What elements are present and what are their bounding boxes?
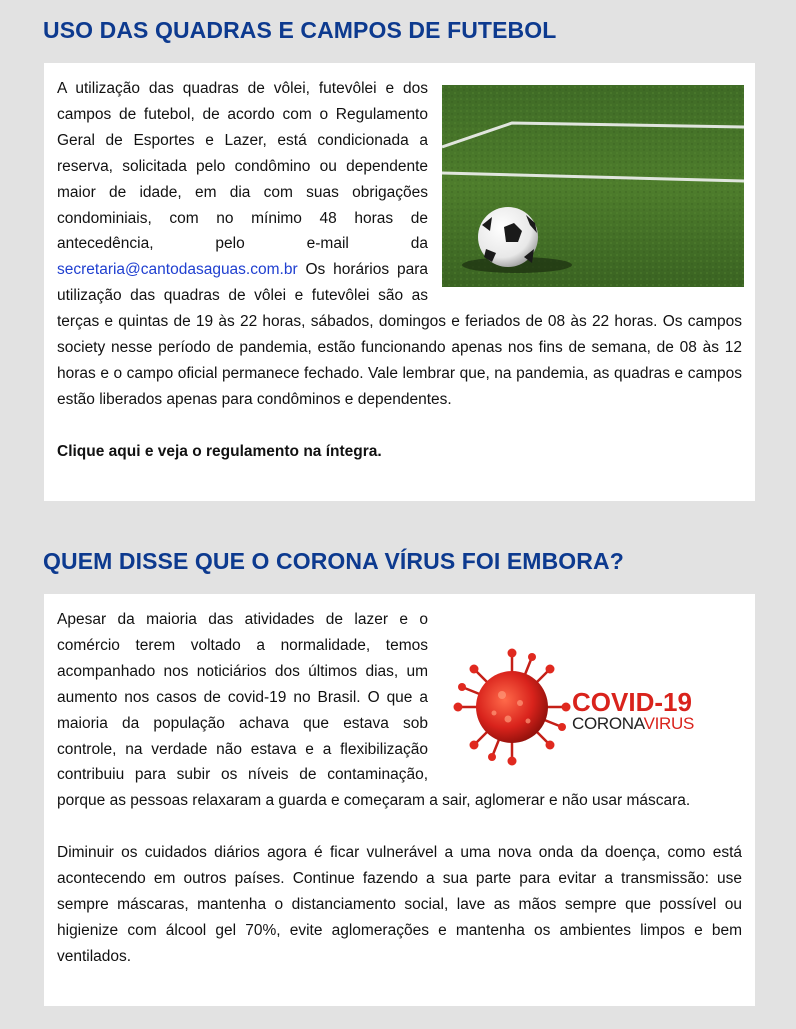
section-title-corona: QUEM DISSE QUE O CORONA VÍRUS FOI EMBORA? [43,548,624,574]
covid-banner-image [442,627,742,777]
section-title-quadras: USO DAS QUADRAS E CAMPOS DE FUTEBOL [43,17,557,43]
paragraph-corona-1: Apesar da maioria das atividades de lazer e o comércio terem voltado a normalidade, temos acompanhado nos noticiários dos últimos dias, um aumento nos casos de covid-19 no Brasil. O que a maioria da população achava que estava sob controle, na verdade não estava e a flexibilização contribuiu para subir os níveis de contaminação, porque as pessoas relaxaram a guarda e começaram a sair, aglomerar e não usar máscara. [57,611,691,810]
soccer-ball-icon [478,207,538,267]
content-card-corona [44,594,755,1006]
covid-label [572,689,694,733]
virus-icon [454,649,571,766]
paragraph-corona-2: Diminuir os cuidados diários agora é ficar vulnerável a uma nova onda da doença, como está acontecendo em outros países. Continue fazendo a sua parte para evitar a transmissão: use sempre máscaras, mantenha o distanciamento social, lave as mãos sempre que possível ou higienize com álcool gel 70%, evite aglomerações e mantenha os ambientes limpos e bem ventilados. [57,844,742,965]
covid-title-text: COVID-19 [572,687,692,717]
content-card-quadras [44,63,755,501]
corona-virus-text: CORONAVIRUS [572,714,695,733]
paragraph-quadras: A utilização das quadras de vôlei, futevôlei e dos campos de futebol, de acordo com o Regulamento Geral de Esportes e Lazer, está condicionada a reserva, solicitada pelo condômino ou dependente maior de idade, em dia com suas obrigações condominiais, com no mínimo 48 horas de antecedência, pelo e-mail da secretaria@cantodasaguas.com.br Os horários para utilização das quadras de vôlei e futevôlei são as terças e quintas de 19 às 22 horas, sábados, domingos e feriados de 08 às 22 horas. Os campos society nesse período de pandemia, estão funcionando apenas nos fins de semana, de 08 às 12 horas e o campo oficial permanece fechado. Vale lembrar que, na pandemia, as quadras e campos estão liberados apenas para condôminos e dependentes. [57,80,742,408]
email-link[interactable]: secretaria@cantodasaguas.com.br [57,261,298,279]
soccer-field-photo [442,85,744,287]
regulation-link[interactable]: Clique aqui e veja o regulamento na íntegra. [57,442,382,460]
